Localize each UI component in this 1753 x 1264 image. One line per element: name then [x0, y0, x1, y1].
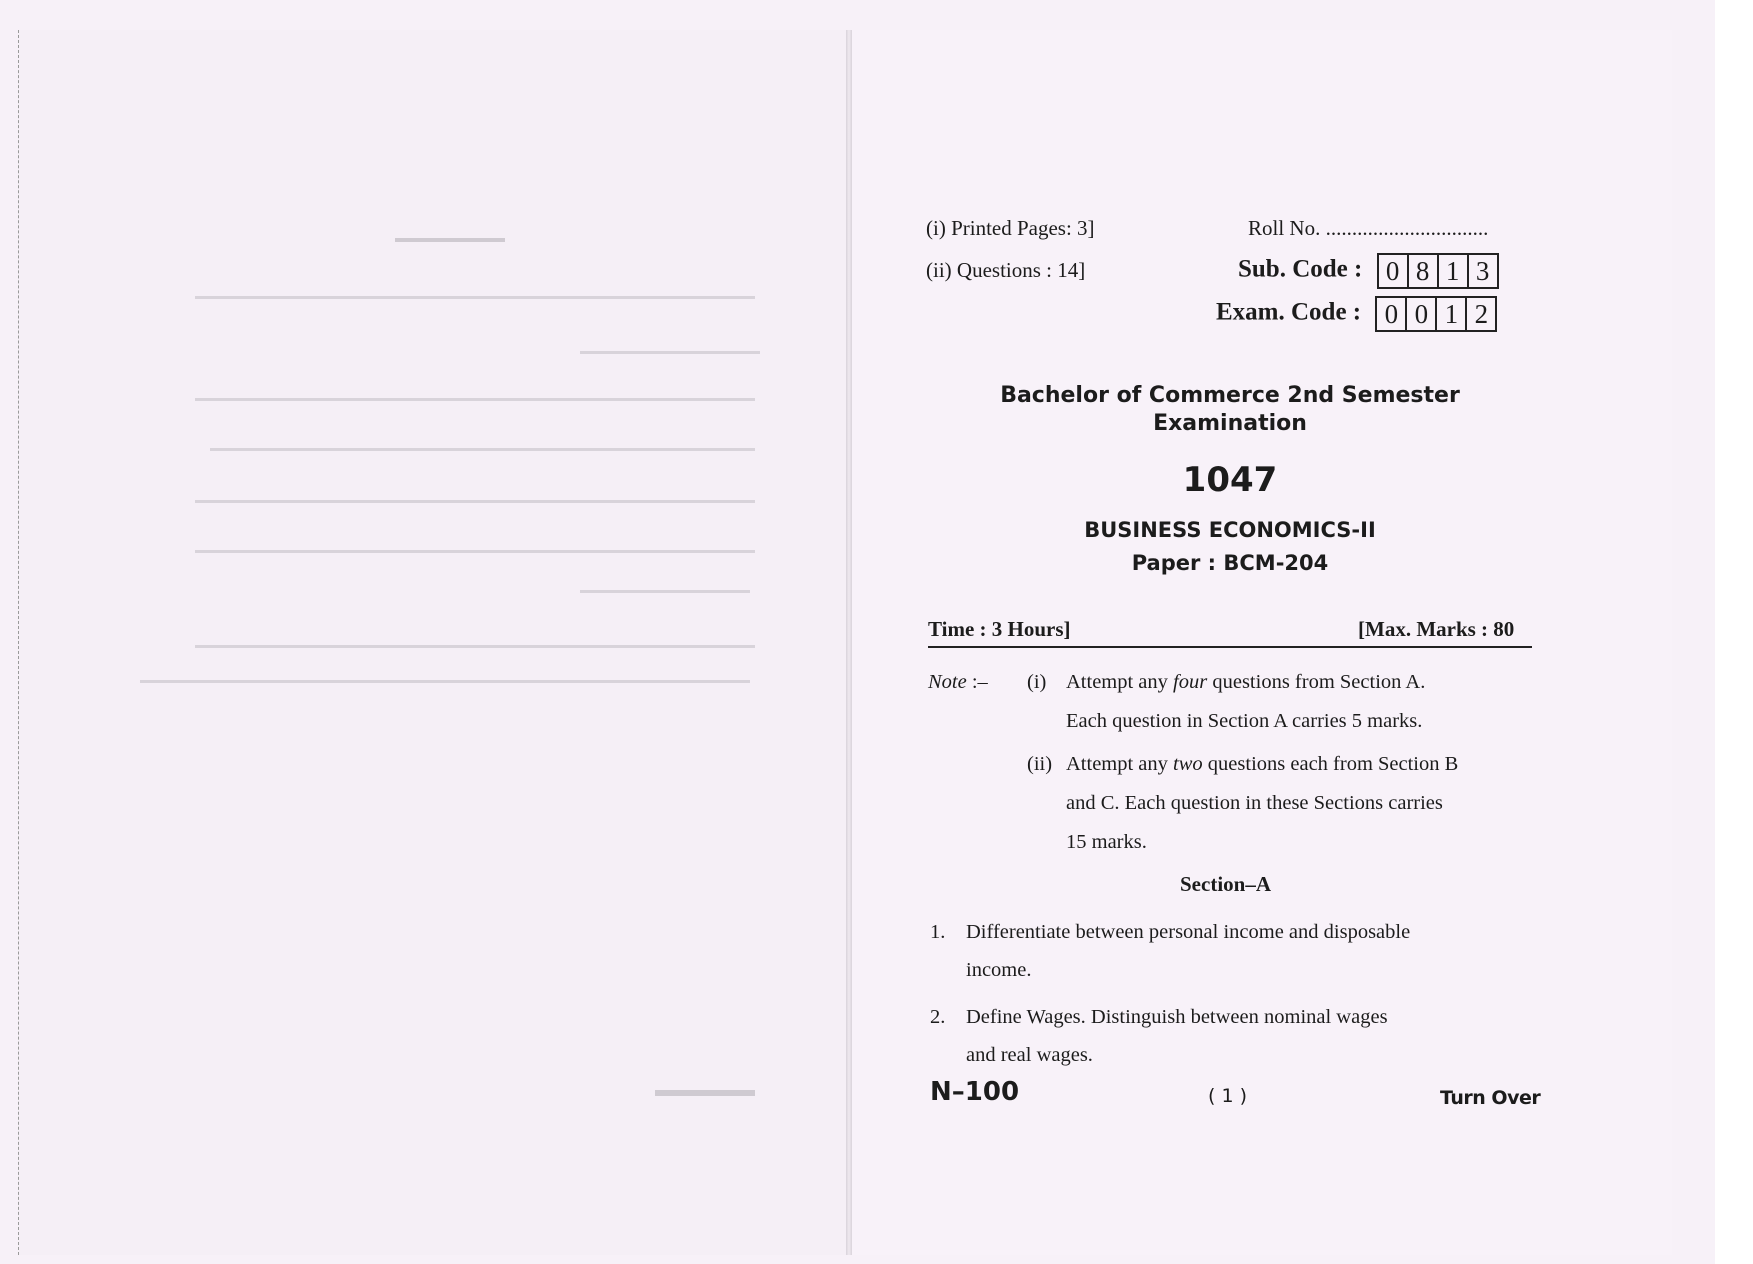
question-2-line2: and real wages. [966, 1044, 1093, 1066]
questions-count: (ii) Questions : 14] [926, 258, 1086, 282]
note-item-2-line3: 15 marks. [1066, 831, 1147, 853]
roll-number-field: Roll No. ............................... [1248, 216, 1489, 240]
exam-code-digit: 0 [1407, 298, 1437, 330]
left-page-back-side [18, 30, 849, 1255]
note-item-2-line2: and C. Each question in these Sections carries [1066, 792, 1443, 814]
sub-code-digit: 3 [1475, 256, 1490, 286]
note-item-1-text-end: questions from Section A. [1207, 671, 1426, 693]
note-label-text: Note [928, 671, 967, 693]
note-item-1-number: (i) [1027, 671, 1047, 693]
time-allowed: Time : 3 Hours] [928, 617, 1071, 641]
question-1-line2: income. [966, 959, 1032, 981]
note-item-2-text-end: questions each from Section B [1202, 753, 1459, 775]
note-item-2-emphasis: two [1173, 753, 1203, 775]
section-a-heading: Section–A [1180, 872, 1271, 896]
sub-code-boxes [1377, 253, 1499, 289]
subject-name: BUSINESS ECONOMICS-II [1084, 518, 1376, 542]
divider-rule [928, 646, 1532, 648]
exam-title-line1: Bachelor of Commerce 2nd Semester [1000, 383, 1460, 408]
note-item-2-number: (ii) [1027, 753, 1053, 775]
sub-code-digit: 0 [1379, 255, 1409, 287]
note-item-1-emphasis: four [1173, 671, 1208, 693]
note-item-1-text: Attempt any [1066, 671, 1174, 693]
exam-code-label: Exam. Code : [1216, 298, 1362, 326]
note-item-1-line2: Each question in Section A carries 5 marks. [1066, 710, 1423, 732]
note-item-2-text: Attempt any [1066, 753, 1174, 775]
printed-pages: (i) Printed Pages: 3] [926, 216, 1095, 240]
exam-code-digit: 1 [1437, 298, 1467, 330]
note-item-2 [1066, 745, 1458, 783]
question-1-number: 1. [930, 921, 946, 943]
sub-code-digit: 8 [1409, 255, 1439, 287]
paper-code: Paper : BCM-204 [1131, 551, 1329, 575]
max-marks: [Max. Marks : 80 [1358, 617, 1515, 641]
question-1-line1: Differentiate between personal income and disposable [966, 921, 1411, 943]
footer-page-number: ( 1 ) [1208, 1085, 1247, 1107]
exam-code-digit: 0 [1377, 298, 1407, 330]
exam-title-line2: Examination [1153, 411, 1307, 436]
question-2-number: 2. [930, 1006, 946, 1028]
paper-number: 1047 [1182, 460, 1278, 500]
question-2-line1: Define Wages. Distinguish between nominal wages [966, 1006, 1388, 1028]
exam-code [1216, 296, 1497, 332]
note-item-1 [1066, 663, 1425, 701]
sub-code-label: Sub. Code : [1238, 255, 1363, 283]
exam-code-digit: 2 [1474, 299, 1489, 329]
sub-code-digit: 1 [1439, 255, 1469, 287]
note-separator: :– [971, 671, 988, 693]
footer-paper-code: N–100 [930, 1077, 1020, 1107]
sub-code [1238, 253, 1499, 289]
footer-turn-over: Turn Over [1440, 1087, 1541, 1109]
note-label [928, 663, 988, 701]
exam-code-boxes [1375, 296, 1497, 332]
